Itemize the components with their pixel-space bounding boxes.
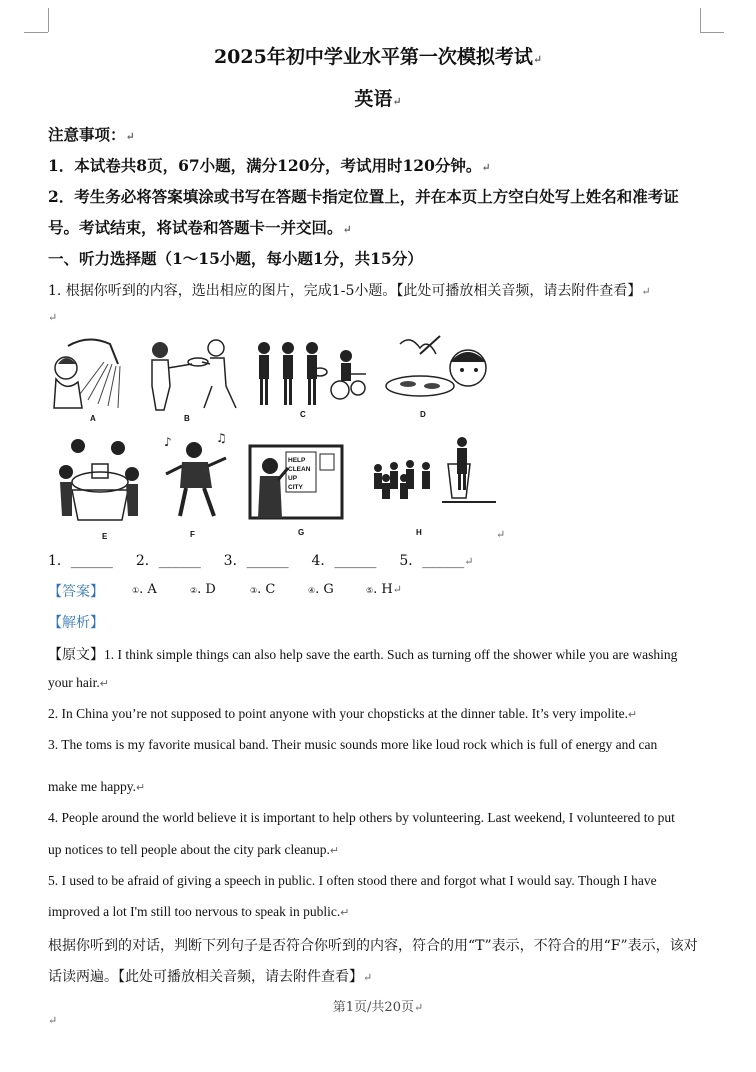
crop-mark <box>700 32 724 33</box>
paragraph-mark: ↵ <box>641 285 651 298</box>
transcript-line-1: 【原文】1. I think simple things can also help save the earth. Such as turning off the shower while you are washing <box>48 647 678 663</box>
blank-5[interactable]: 5．______ <box>399 553 465 569</box>
svg-text:UP: UP <box>288 475 298 482</box>
paragraph-mark: ↵ <box>135 782 146 794</box>
paragraph-mark: ↵ <box>363 971 373 984</box>
svg-text:HELP: HELP <box>288 457 306 464</box>
transcript-line-2: 2. In China you’re not supposed to point anyone with your chopsticks at the dinner table. It’s very impolite.↵ <box>48 706 638 721</box>
answer-2: ②. D <box>190 582 216 597</box>
svg-text:CLEAN: CLEAN <box>288 466 311 473</box>
transcript-line-5b: improved a lot I'm still too nervous to speak in public.↵ <box>48 904 350 919</box>
picture-label: C <box>300 410 306 419</box>
paragraph-mark: ↵ <box>464 555 474 568</box>
next-question-intro-cont: 话读两遍。【此处可播放相关音频，请去附件查看】↵ <box>48 969 373 985</box>
picture-band <box>250 338 370 408</box>
answer-5: ⑤. H↵ <box>366 582 402 597</box>
answer-label: 【答案】 <box>48 584 104 600</box>
notice-item-2: 2．考生务必将答案填涂或书写在答题卡指定位置上，并在本页上方空白处写上姓名和准考证 <box>48 187 679 206</box>
paragraph-mark: ↵ <box>329 845 340 857</box>
picture-label: A <box>90 414 96 423</box>
notice-item-1: 1．本试卷共8页，67小题，满分120分，考试用时120分钟。↵ <box>48 156 491 175</box>
picture-label: D <box>420 410 426 419</box>
picture-family-dinner <box>56 436 144 522</box>
section-1-heading: 一、听力选择题（1～15小题，每小题1分，共15分） <box>48 249 423 268</box>
picture-speech <box>368 434 498 514</box>
paragraph-mark: ↵ <box>413 1001 424 1014</box>
blank-1[interactable]: 1．______ <box>48 553 113 569</box>
svg-text:CITY: CITY <box>288 484 303 491</box>
paragraph-mark: ↵ <box>48 311 58 324</box>
crop-mark <box>24 32 48 33</box>
picture-label: F <box>190 530 195 539</box>
svg-text:♪: ♪ <box>164 435 172 449</box>
paragraph-mark: ↵ <box>48 1014 58 1027</box>
transcript-line-1b: your hair.↵ <box>48 675 109 690</box>
picture-dancing <box>158 430 234 518</box>
transcript-line-5: 5. I used to be afraid of giving a speech in public. I often stood there and forgot what I would say. Though I have <box>48 873 657 888</box>
paragraph-mark: ↵ <box>340 907 350 919</box>
paragraph-mark: ↵ <box>628 709 638 721</box>
paragraph-mark: ↵ <box>532 53 543 66</box>
answer-4: ④. G <box>308 582 334 597</box>
page-footer: 第1页/共20页↵ <box>332 1000 424 1015</box>
paragraph-mark: ↵ <box>99 678 109 690</box>
blank-4[interactable]: 4．______ <box>311 553 377 569</box>
svg-text:♫: ♫ <box>216 431 227 445</box>
blank-2[interactable]: 2．______ <box>135 553 201 569</box>
picture-shower <box>48 334 128 412</box>
paragraph-mark: ↵ <box>481 161 491 174</box>
picture-poster <box>248 444 344 520</box>
crop-mark <box>48 8 49 32</box>
question-intro: 1. 根据你听到的内容，选出相应的图片，完成1-5小题。【此处可播放相关音频，请去附件查看】↵ <box>48 283 651 299</box>
transcript-line-4: 4. People around the world believe it is important to help others by volunteering. Last weekend, I volunteered to put <box>48 810 675 825</box>
next-question-intro: 根据你听到的对话，判断下列句子是否符合你听到的内容，符合的用“T”表示，不符合的用“F”表示，该对 <box>48 938 698 954</box>
notice-heading: 注意事项：↵ <box>48 125 135 144</box>
answer-3: ③. C <box>250 582 276 597</box>
transcript-line-3b: make me happy.↵ <box>48 779 146 794</box>
notice-item-2-cont: 号。考试结束，将试卷和答题卡一并交回。↵ <box>48 218 352 237</box>
picture-cooking <box>380 334 492 408</box>
paragraph-mark: ↵ <box>496 528 506 541</box>
blank-3[interactable]: 3．______ <box>223 553 289 569</box>
analysis-label: 【解析】 <box>48 615 104 631</box>
paragraph-mark: ↵ <box>342 223 352 236</box>
paragraph-mark: ↵ <box>125 130 135 143</box>
transcript-line-4b: up notices to tell people about the city park cleanup.↵ <box>48 842 340 857</box>
paragraph-mark: ↵ <box>392 583 402 596</box>
picture-label: E <box>102 532 108 541</box>
picture-chopsticks <box>146 338 242 412</box>
answer-1: ①. A <box>132 582 157 597</box>
answer-blanks <box>48 550 708 570</box>
crop-mark <box>700 8 701 32</box>
picture-label: G <box>298 528 305 537</box>
paragraph-mark: ↵ <box>392 95 402 108</box>
picture-label: B <box>184 414 190 423</box>
exam-title: 2025年初中学业水平第一次模拟考试↵ <box>213 46 543 68</box>
picture-label: H <box>416 528 422 537</box>
exam-subject: 英语↵ <box>354 88 402 110</box>
transcript-line-3: 3. The toms is my favorite musical band. Their music sounds more like loud rock which is full of energy and can <box>48 737 658 752</box>
